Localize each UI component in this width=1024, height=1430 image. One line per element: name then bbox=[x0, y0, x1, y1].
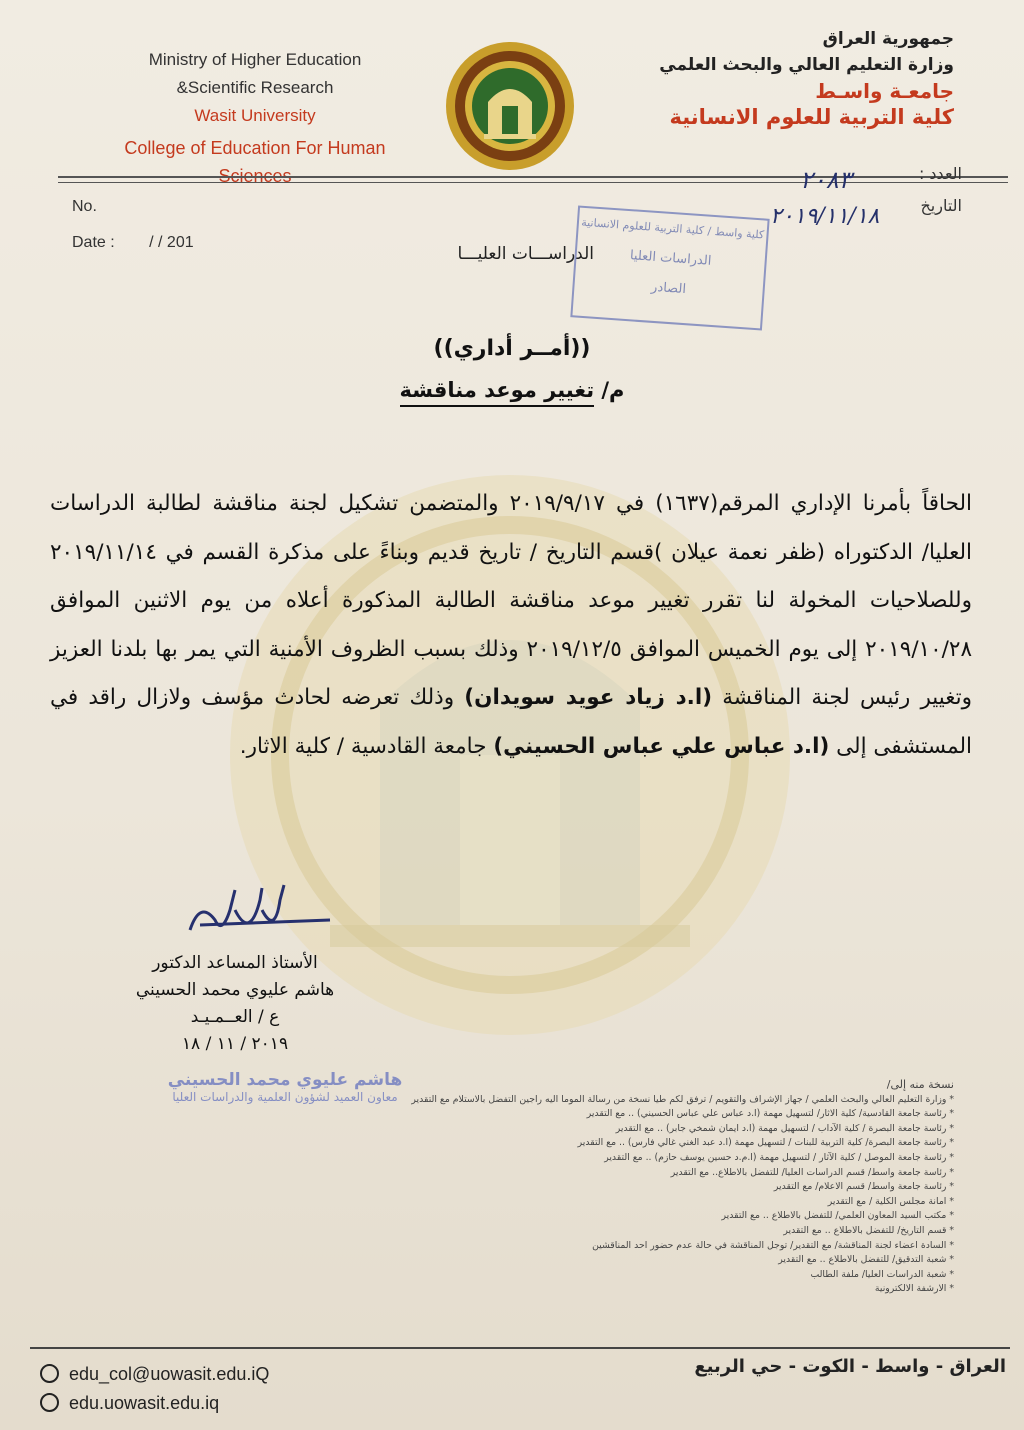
email-text: edu_col@uowasit.edu.iQ bbox=[69, 1364, 270, 1384]
date-label-ar: التاريخ bbox=[920, 196, 962, 215]
university-name-en: Wasit University bbox=[194, 106, 316, 125]
old-committee-chair: (ا.د زياد عويد سويدان) bbox=[464, 685, 713, 711]
ministry-line-1: Ministry of Higher Education bbox=[148, 50, 362, 69]
stamp-line: الدراسات العليا bbox=[629, 248, 712, 269]
signatory-block bbox=[100, 950, 370, 1058]
signer-date: ٢٠١٩ / ١١ / ١٨ bbox=[181, 1034, 289, 1054]
stamp-signer-name: هاشم عليوي محمد الحسيني bbox=[167, 1070, 403, 1090]
date-label: Date : bbox=[72, 234, 115, 251]
document-subject bbox=[0, 378, 1024, 402]
university-name-ar: جامعـة واسـط bbox=[815, 79, 954, 103]
cc-item: * قسم التاريخ/ للتفضل بالاطلاع .. مع التقدير bbox=[783, 1224, 954, 1236]
handwritten-date: ٢٠١٩/١١/١٨ bbox=[770, 204, 880, 229]
footer-address: العراق - واسط - الكوت - حي الربيع bbox=[694, 1356, 1006, 1377]
cc-item: * السادة اعضاء لجنة المناقشة/ مع التقدير/ توجل المناقشة في حالة عدم حضور احد المناقشين bbox=[592, 1239, 954, 1251]
university-seal-icon bbox=[444, 40, 576, 172]
body-paragraph: الحاقاً بأمرنا الإداري المرقم(١٦٣٧) في ٢٠١٩/٩/١٧ والمتضمن تشكيل لجنة مناقشة لطالبة الدراسات العليا/ الدكتوراه (ظفر نعمة عيلان )قسم التاريخ / تاريخ قديم وبناءً على مذكرة القسم في ٢٠١٩/١١/١٤ وللصلاحيات المخولة لنا تقرر تغيير موعد مناقشة الطالبة المذكورة أعلاه من يوم الاثنين الموافق ٢٠١٩/١٠/٢٨ إلى يوم الخميس الموافق ٢٠١٩/١٢/٥ وذلك بسبب الظروف الأمنية التي يمر بها بلدنا العزيز وتغيير رئيس لجنة المناقشة bbox=[50, 491, 973, 711]
signer-rank: الأستاذ المساعد الدكتور bbox=[152, 953, 318, 973]
body-paragraph: وذلك تعرضه لحادث مؤسف ولازال راقد في المستشفى إلى bbox=[50, 685, 972, 759]
document-title: ((أمــر أداري)) bbox=[433, 336, 591, 361]
subject-prefix: م/ bbox=[601, 378, 625, 402]
stamp-line: الصادر bbox=[650, 279, 687, 298]
globe-icon bbox=[40, 1393, 59, 1412]
cc-item: * رئاسة جامعة البصرة / كلية الآداب / لتسهيل مهمة (ا.د ايمان شمخي جابر) .. مع التقدير bbox=[615, 1122, 954, 1134]
ministry-line-2: &Scientific Research bbox=[176, 78, 334, 97]
signer-name: هاشم عليوي محمد الحسيني bbox=[135, 980, 335, 1000]
stamp-signer-role: معاون العميد لشؤون العلمية والدراسات العليا bbox=[172, 1090, 398, 1104]
cc-item: * رئاسة جامعة الموصل / كلية الآثار / لتسهيل مهمة (ا.م.د حسين يوسف حازم) .. مع التقدير bbox=[604, 1151, 954, 1163]
handwritten-number: ٢٠٨٣ bbox=[800, 166, 852, 194]
footer-website bbox=[40, 1393, 219, 1414]
cc-item: * وزارة التعليم العالي والبحث العلمي / جهاز الإشراف والتقويم / ترفق لكم طيا نسخة من رسالة الموما اليه راجين التفضل بالاستلام مع التقدير bbox=[411, 1093, 954, 1105]
cc-item: * الارشفة الالكترونية bbox=[874, 1283, 954, 1295]
number-label: No. bbox=[72, 198, 97, 215]
handwritten-signature bbox=[180, 880, 340, 950]
cc-item: * رئاسة جامعة واسط/ قسم الدراسات العليا/ للتفضل بالاطلاع.. مع التقدير bbox=[670, 1166, 954, 1178]
footer-divider bbox=[30, 1347, 1010, 1349]
outgoing-stamp bbox=[570, 205, 769, 330]
signer-role: ع / العــمـيـد bbox=[190, 1007, 280, 1027]
footer-email bbox=[40, 1364, 269, 1385]
ministry-line-ar: وزارة التعليم العالي والبحث العلمي bbox=[659, 55, 954, 75]
header-divider bbox=[58, 176, 1008, 183]
stamp-line: كلية واسط / كلية التربية للعلوم الانسانية bbox=[580, 215, 765, 242]
cc-item: * رئاسة جامعة البصرة/ كلية التربية للبنات / لتسهيل مهمة (ا.د عبد الغني غالي فارس) .. مع التقدير bbox=[577, 1137, 954, 1149]
republic-line: جمهورية العراق bbox=[822, 29, 954, 49]
cc-item: * شعبة التدقيق/ للتفضل بالاطلاع .. مع التقدير bbox=[778, 1254, 954, 1266]
subject-text: تغيير موعد مناقشة bbox=[400, 378, 595, 407]
cc-item: * مكتب السيد المعاون العلمي/ للتفضل بالاطلاع .. مع التقدير bbox=[721, 1210, 954, 1222]
order-body bbox=[50, 480, 972, 772]
cc-heading: نسخة منه إلى/ bbox=[886, 1078, 954, 1091]
date-blank: / / 201 bbox=[149, 234, 194, 251]
english-letterhead bbox=[90, 46, 420, 190]
cc-item: * رئاسة جامعة واسط/ قسم الاعلام/ مع التقدير bbox=[773, 1181, 954, 1193]
college-name-ar: كلية التربية للعلوم الانسانية bbox=[669, 105, 954, 129]
cc-item: * شعبة الدراسات العليا/ ملفة الطالب bbox=[810, 1268, 954, 1280]
cc-item: * رئاسة جامعة القادسية/ كلية الاثار/ لتسهيل مهمة (ا.د عباس علي عباس الحسيني) .. مع التقدير bbox=[586, 1108, 954, 1120]
body-paragraph: جامعة القادسية / كلية الاثار. bbox=[239, 733, 487, 759]
number-label-ar: العدد : bbox=[918, 164, 962, 183]
date-label-en bbox=[72, 234, 194, 252]
website-text: edu.uowasit.edu.iq bbox=[69, 1393, 220, 1413]
college-name-en: College of Education For Human Sciences bbox=[124, 138, 386, 186]
department-label: الدراســـات العليـــا bbox=[457, 244, 594, 264]
new-committee-chair: (ا.د عباس علي عباس الحسيني) bbox=[493, 733, 830, 759]
arabic-letterhead bbox=[634, 26, 954, 130]
copies-to-list bbox=[204, 1078, 954, 1297]
email-icon bbox=[40, 1364, 59, 1383]
cc-item: * امانة مجلس الكلية / مع التقدير bbox=[827, 1195, 954, 1207]
